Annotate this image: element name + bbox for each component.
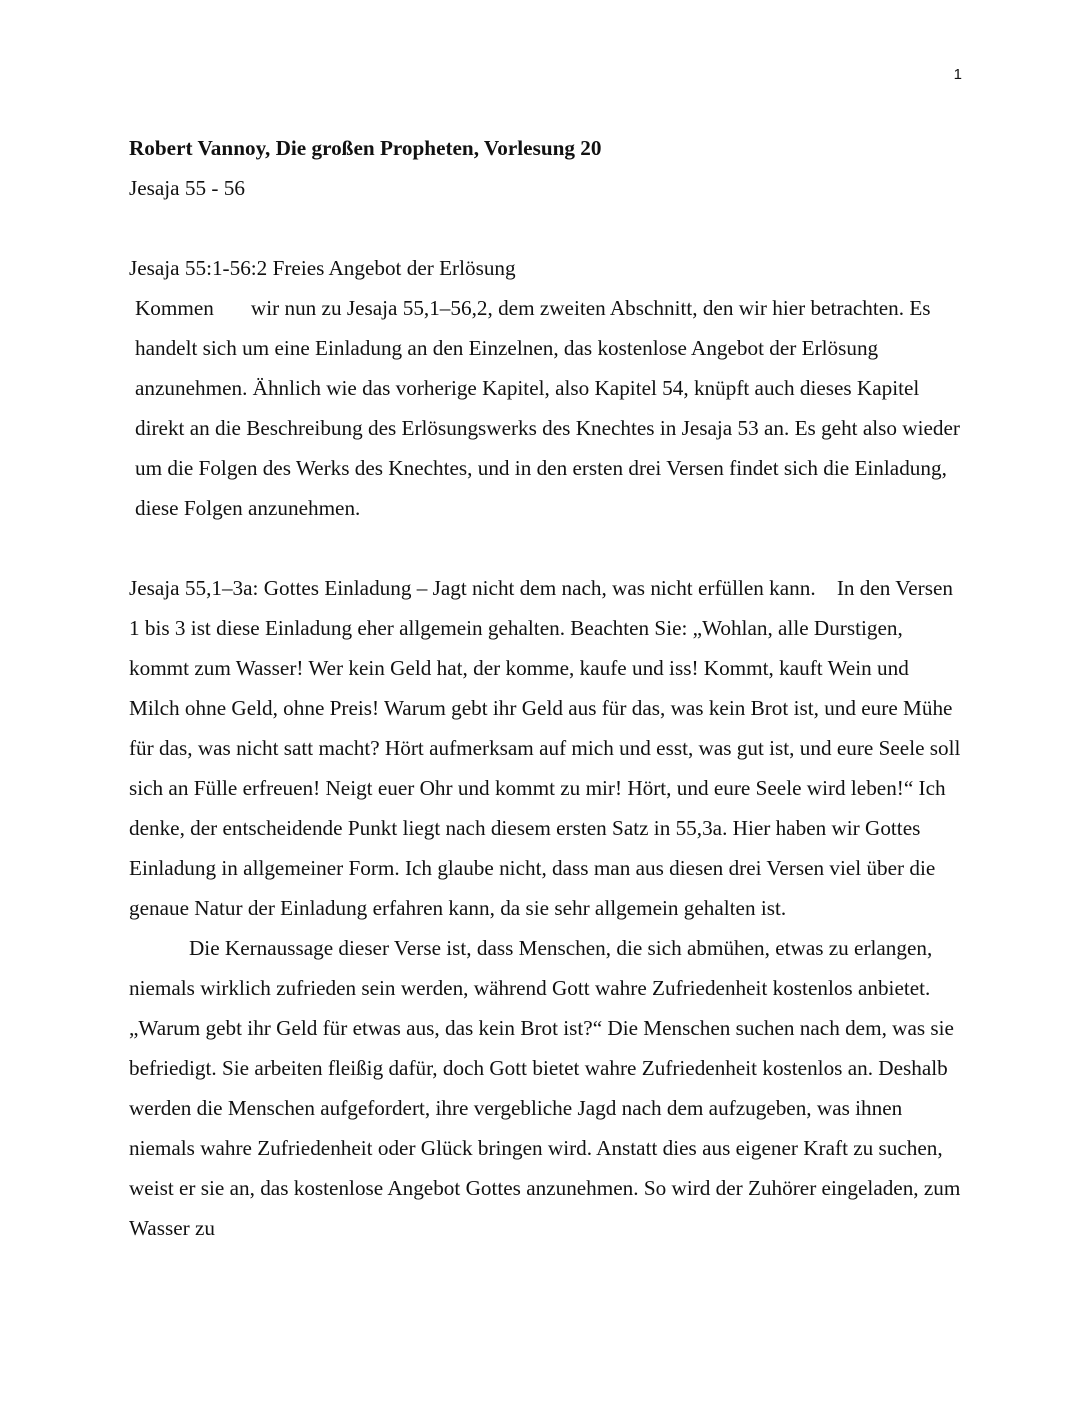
document-title: Robert Vannoy, Die großen Propheten, Vorlesung 20 — [129, 136, 602, 160]
document-subtitle: Jesaja 55 - 56 — [129, 176, 245, 200]
paragraph-intro: Kommen wir nun zu Jesaja 55,1–56,2, dem zweiten Abschnitt, den wir hier betrachten. Es handelt sich um eine Einladung an den Einzelnen, das kostenlose Angebot der Erlösung anzunehmen. Ähnlich wie das vorherige Kapitel, also Kapitel 54, knüpft auch dieses Kapitel direkt an die Beschreibung des Erlösungswerks des Knechtes in Jesaja 53 an. Es geht also wieder um die Folgen des Werks des Knechtes, und in den ersten drei Versen findet sich die Einladung, diese Folgen anzunehmen. — [135, 296, 966, 520]
page-number: 1 — [953, 66, 962, 83]
paragraph-core-message: Die Kernaussage dieser Verse ist, dass Menschen, die sich abmühen, etwas zu erlangen, niemals wirklich zufrieden sein werden, während Gott wahre Zufriedenheit kostenlos anbietet. „Warum gebt ihr Geld für etwas aus, das kein Brot ist?“ Die Menschen suchen nach dem, was sie befriedigt. Sie arbeiten fleißig dafür, doch Gott bietet wahre Zufriedenheit kostenlos an. Deshalb werden die Menschen aufgefordert, ihre vergebliche Jagd nach dem aufzugeben, was ihnen niemals wahre Zufriedenheit oder Glück bringen wird. Anstatt dies aus eigener Kraft zu suchen, weist er sie an, das kostenlose Angebot Gottes anzunehmen. So wird der Zuhörer eingeladen, zum Wasser zu — [129, 936, 961, 1240]
document-body — [129, 128, 966, 1248]
paragraph-invitation: Jesaja 55,1–3a: Gottes Einladung – Jagt nicht dem nach, was nicht erfüllen kann. In den Versen 1 bis 3 ist diese Einladung eher allgemein gehalten. Beachten Sie: „Wohlan, alle Durstigen, kommt zum Wasser! Wer kein Geld hat, der komme, kaufe und iss! Kommt, kauft Wein und Milch ohne Geld, ohne Preis! Warum gebt ihr Geld aus für das, was kein Brot ist, und eure Mühe für das, was nicht satt macht? Hört aufmerksam auf mich und esst, was gut ist, und eure Seele soll sich an Fülle erfreuen! Neigt euer Ohr und kommt zu mir! Hört, und eure Seele wird leben!“ Ich denke, der entscheidende Punkt liegt nach diesem ersten Satz in 55,3a. Hier haben wir Gottes Einladung in allgemeiner Form. Ich glaube nicht, dass man aus diesen drei Versen viel über die genaue Natur der Einladung erfahren kann, da sie sehr allgemein gehalten ist. — [129, 576, 966, 920]
section-heading: Jesaja 55:1-56:2 Freies Angebot der Erlösung — [129, 256, 516, 280]
